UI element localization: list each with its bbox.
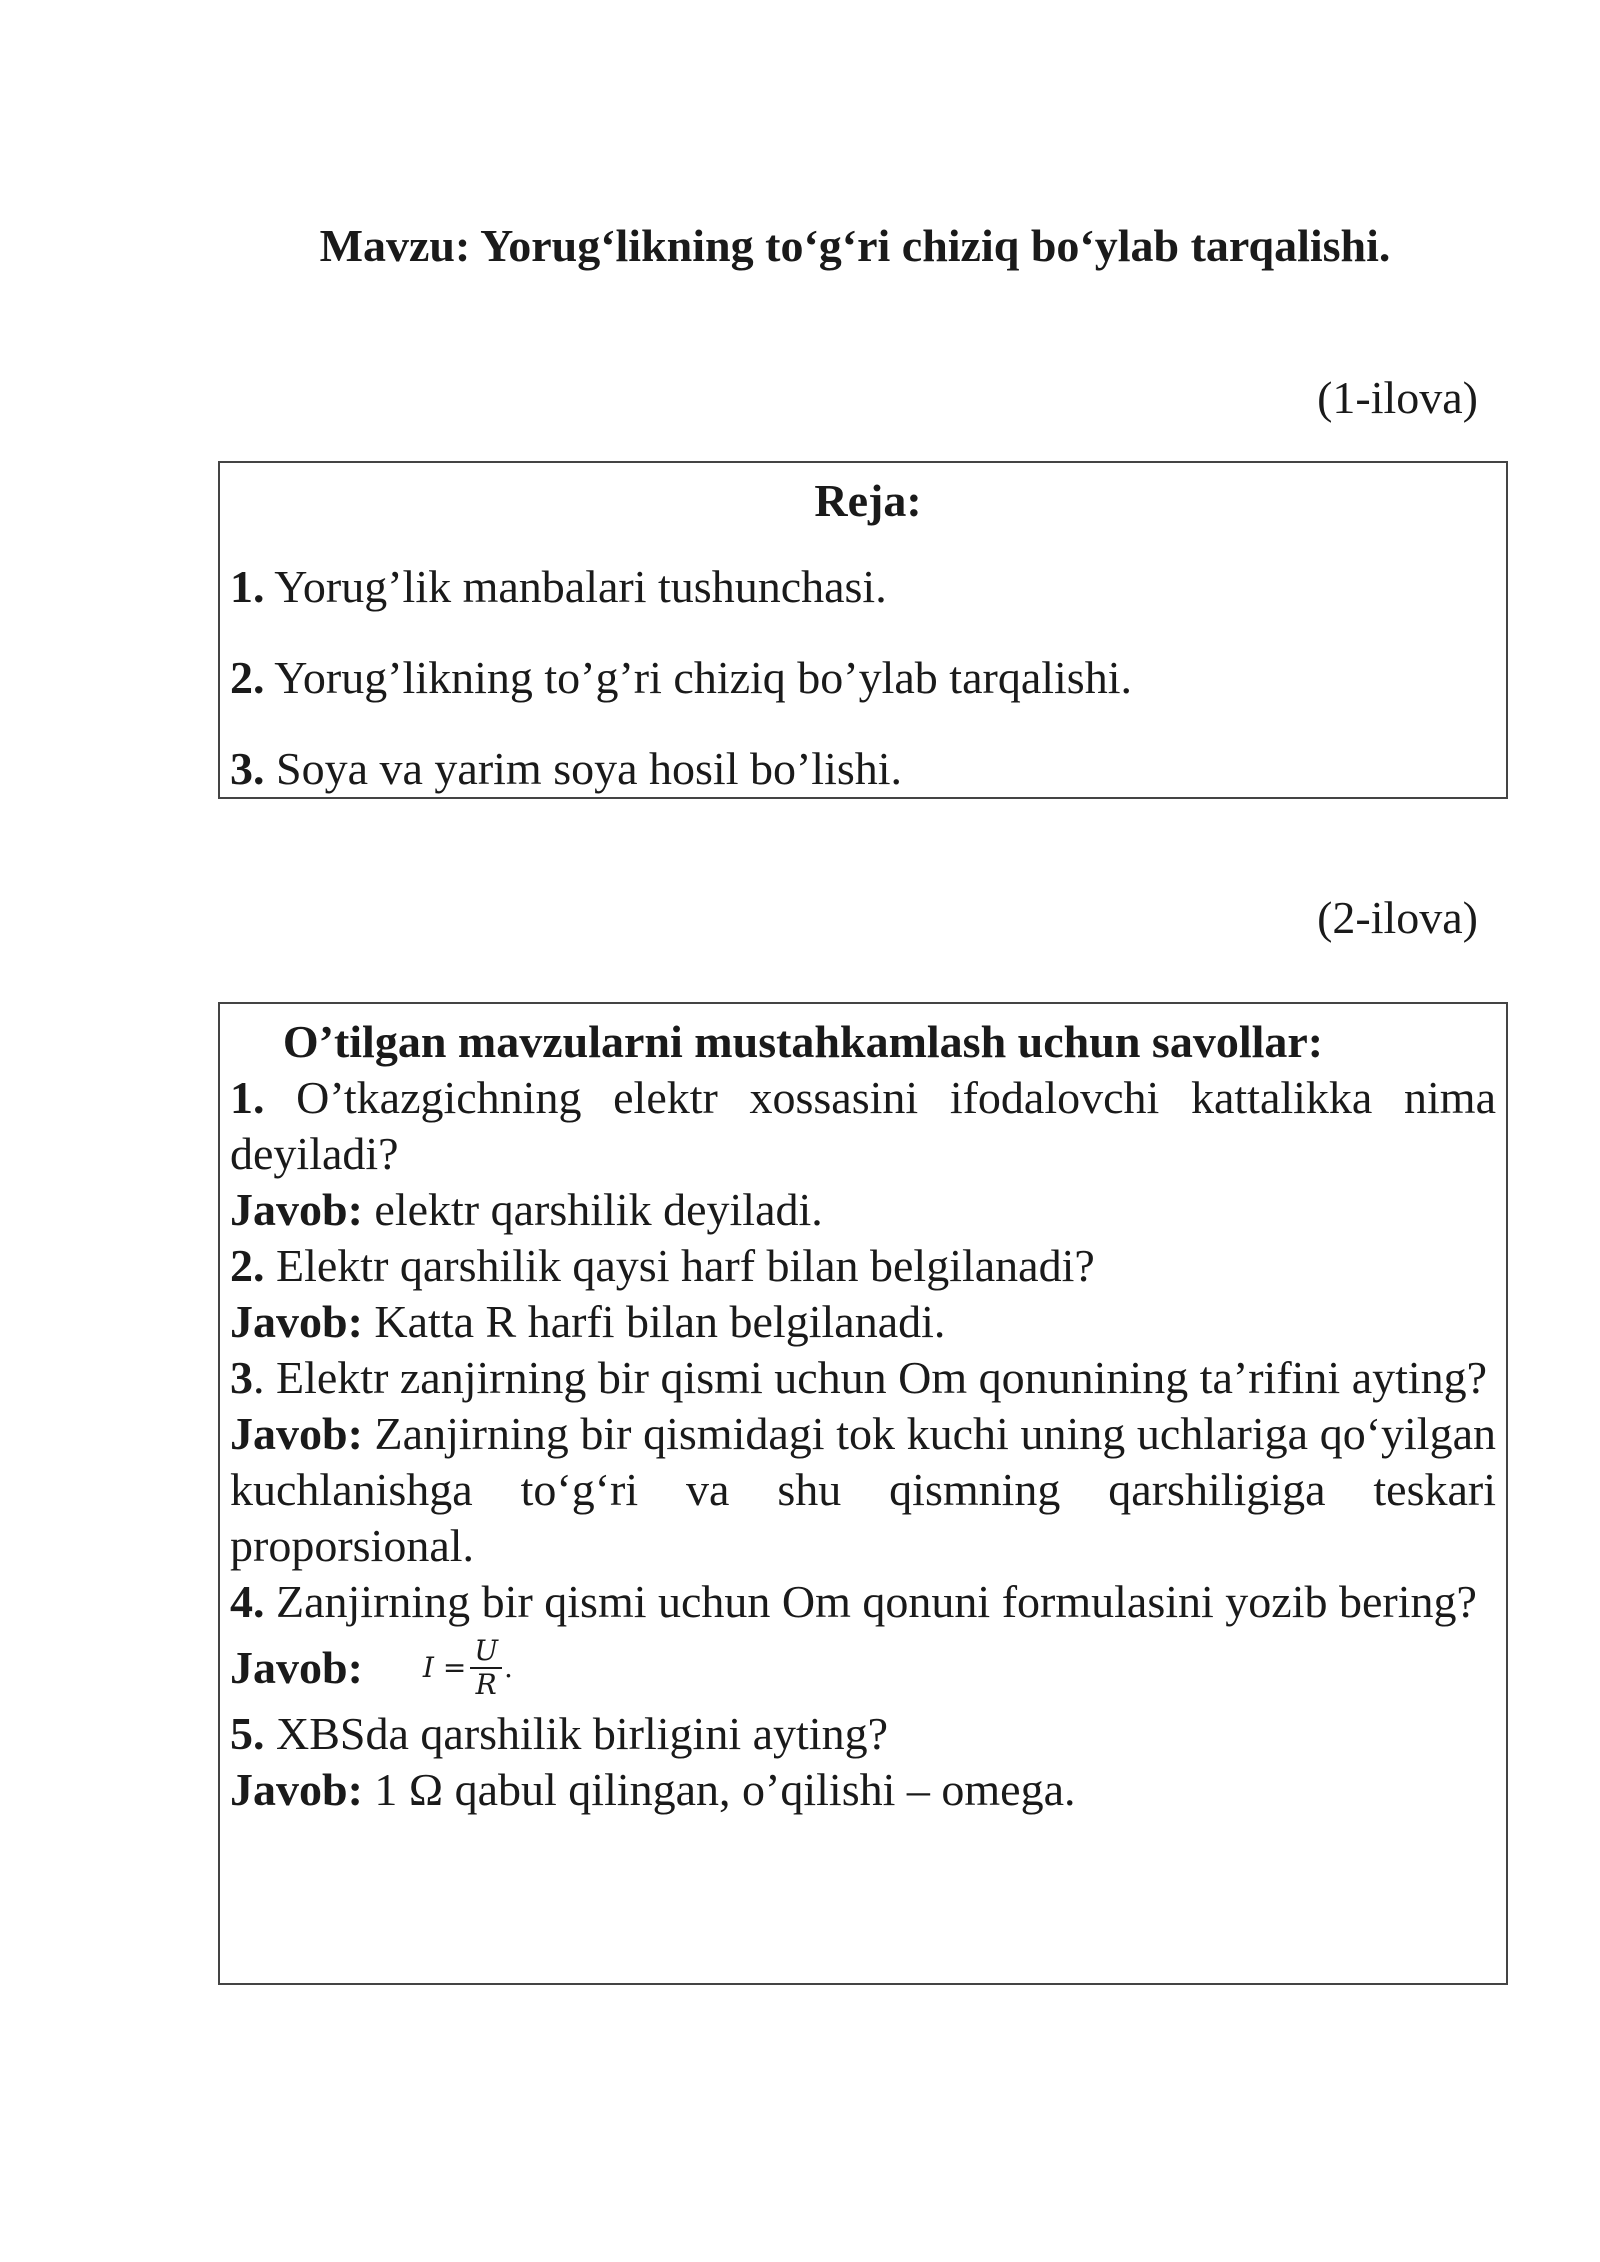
appendix-1-label: (1-ilova): [1317, 372, 1478, 423]
questions-heading: O’tilgan mavzularni mustahkamlash uchun savollar:: [282, 1016, 1324, 1067]
answer-1: [230, 1182, 1496, 1238]
question-number: 2.: [230, 1240, 265, 1291]
answer-label: Javob:: [230, 1764, 363, 1815]
plan-item-text: Soya va yarim soya hosil bo’lishi.: [264, 743, 903, 794]
answer-4: [230, 1630, 1496, 1706]
plan-item-text: Yorug’likning to’g’ri chiziq bo’ylab tarqalishi.: [264, 652, 1132, 703]
answer-text: Katta R harfi bilan belgilanadi.: [362, 1296, 946, 1347]
question-number: 3: [230, 1352, 253, 1403]
question-4: [230, 1574, 1496, 1630]
formula-period: .: [503, 1651, 513, 1684]
questions-box: [218, 1002, 1508, 1985]
plan-item-text: Yorug’lik manbalari tushunchasi.: [264, 561, 887, 612]
question-text: Zanjirning bir qismi uchun Om qonuni formulasini yozib bering?: [264, 1576, 1477, 1627]
ohms-law-formula: [423, 1635, 513, 1701]
answer-3: [230, 1406, 1496, 1574]
question-text: Elektr qarshilik qaysi harf bilan belgilanadi?: [264, 1240, 1095, 1291]
page-title: Mavzu: Yorug‘likning to‘g‘ri chiziq bo‘ylab tarqalishi.: [319, 220, 1391, 271]
answer-text: Zanjirning bir qismidagi tok kuchi uning uchlariga qo‘yilgan kuchlanishga to‘g‘ri va shu qismning qarshiligiga teskari proporsional.: [230, 1408, 1496, 1571]
question-3: [230, 1350, 1496, 1406]
formula-lhs: I =: [422, 1651, 467, 1684]
formula-numerator: U: [470, 1635, 502, 1669]
appendix-2-label: (2-ilova): [1317, 892, 1478, 943]
plan-item-number: 3.: [230, 743, 265, 794]
question-number: 5.: [230, 1708, 265, 1759]
question-number: 1.: [230, 1072, 265, 1123]
plan-item: [230, 559, 1506, 615]
answer-2: [230, 1294, 1496, 1350]
question-1: [230, 1070, 1496, 1182]
plan-item-number: 2.: [230, 652, 265, 703]
question-number: 4.: [230, 1576, 265, 1627]
question-5: [230, 1706, 1496, 1762]
answer-label: Javob:: [230, 1184, 363, 1235]
answer-5: [230, 1762, 1496, 1818]
question-text: XBSda qarshilik birligini ayting?: [264, 1708, 888, 1759]
formula-fraction: [470, 1635, 502, 1701]
plan-item: [230, 650, 1506, 706]
answer-label: Javob:: [230, 1642, 363, 1693]
question-text: O’tkazgichning elektr xossasini ifodalovchi kattalikka nima deyiladi?: [230, 1072, 1496, 1179]
answer-label: Javob:: [230, 1296, 363, 1347]
plan-item: [230, 741, 1506, 797]
answer-label: Javob:: [230, 1408, 363, 1459]
answer-text: elektr qarshilik deyiladi.: [362, 1184, 823, 1235]
question-2: [230, 1238, 1496, 1294]
questions-list: [220, 1070, 1506, 1818]
plan-list: [220, 559, 1506, 797]
answer-text: 1 Ω qabul qilingan, o’qilishi – omega.: [362, 1764, 1076, 1815]
plan-item-number: 1.: [230, 561, 265, 612]
plan-heading: Reja:: [814, 475, 922, 526]
formula-denominator: R: [475, 1668, 497, 1701]
question-text: . Elektr zanjirning bir qismi uchun Om qonunining ta’rifini ayting?: [253, 1352, 1488, 1403]
plan-box: [218, 461, 1508, 799]
